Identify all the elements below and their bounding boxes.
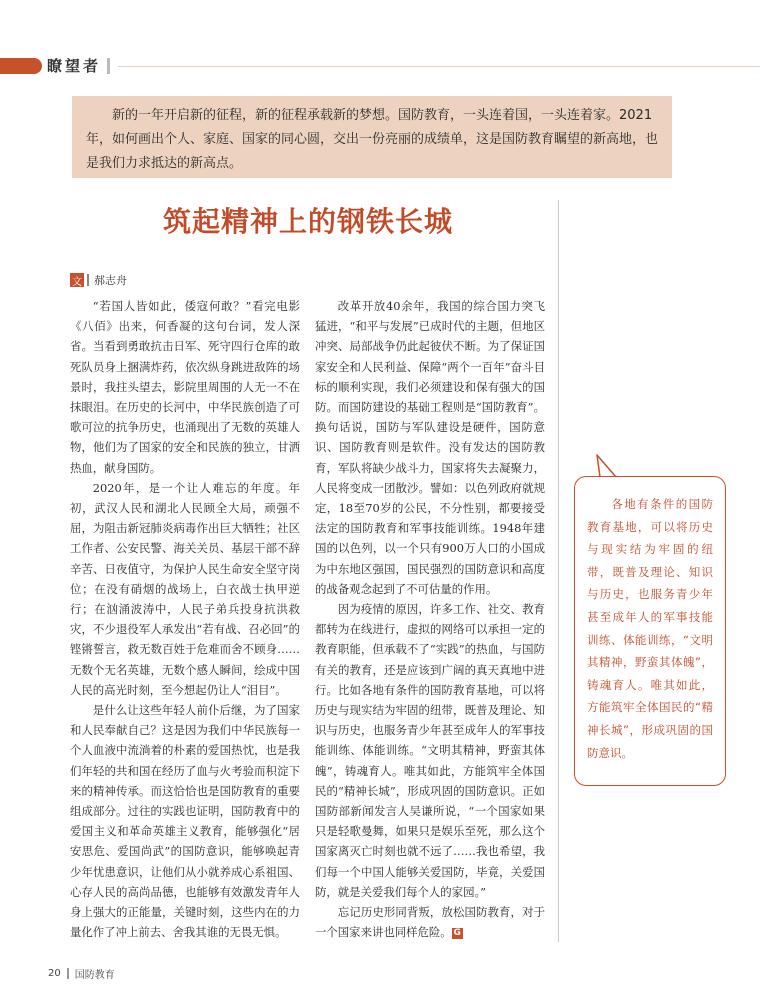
body-paragraph: “若国人皆如此，倭寇何敢？”看完电影《八佰》出来，何香凝的这句台词，发人深省。当看到勇敢抗击日军、死守四行仓库的敢死队员身上捆满炸药，依次纵身跳进敌阵的场景时，我拄头望去，影院里周围的人无一不在抹眼泪。在历史的长河中，中华民族创造了可歌可泣的抗争历史，也涌现出了无数的英雄人物，他们为了国家的安全和民族的独立，甘洒热血，献身国防。 [70,299,300,475]
byline-mark: 文 [70,273,84,287]
page-footer [48,966,115,981]
page-number: 20 [48,968,61,979]
callout-text: 各地有条件的国防教育基地，可以将历史与现实结为牢固的纽带，既普及理论、知识与历史，也服务青少年甚至成年人的军事技能训练、体能训练，“文明其精神，野蛮其体魄”，铸魂育人。唯其如此，方能筑牢全体国民的“精神长城”，形成巩固的国防意识。 [587,497,713,760]
callout-tail-icon [596,454,620,478]
end-mark-icon: G [453,927,461,938]
body-column-left [70,296,300,943]
body-paragraph: 2020年，是一个让人难忘的年度。年初，武汉人民和湖北人民顾全大局，顽强不屈，为阻击新冠肺炎病毒作出巨大牺牲；社区工作者、公安民警、海关关员、基层干部不辞辛苦、日夜值守，为保护人民生命安全坚守岗位；在没有硝烟的战场上，白衣战士执甲逆行；在汹涌波涛中，人民子弟兵投身抗洪救灾，不少退役军人承发出“若有战、召必回”的铿锵誓言，救无数百姓于危难而舍不顾身……无数个无名英雄，无数个感人瞬间，绘成中国人民的高光时刻，至今想起仍让人“泪目”。 [70,480,300,697]
column-name-divider [107,58,110,74]
footer-divider [67,968,69,979]
intro-text: 新的一年开启新的征程，新的征程承载新的梦想。国防教育，一头连着国，一头连着家。2021年，如何画出个人、家庭、国家的同心圆，交出一份亮丽的成绩单，这是国防教育瞩望的新高地，也是我们力求抵达的新高点。 [86,108,659,171]
publication-name: 国防教育 [74,970,115,981]
body-column-right [315,296,545,943]
body-paragraph: 是什么让这些年轻人前仆后继，为了国家和人民奉献自己？这是因为我们中华民族每一个人血液中流淌着的朴素的爱国热忱，也是我们年轻的共和国在经历了血与火考验而积淀下来的精神传承。而这恰恰也是国防教育的重要组成部分。过往的实践也证明，国防教育中的爱国主义和革命英雄主义教育，能够强化“居安思危、爱国尚武”的国防意识，能够唤起青少年忧患意识，让他们从小就养成心系祖国、心存人民的高尚品德，也能够有效激发青年人身上强大的正能量，关键时刻，这些内在的力量化作了冲上前去、舍我其谁的无畏无惧。 [70,703,300,940]
author-name: 郝志舟 [94,274,127,287]
byline-divider [87,274,89,286]
body-paragraph: 因为疫情的原因，许多工作、社交、教育都转为在线进行，虚拟的网络可以承担一定的教育职能，但承载不了“实践”的热血，与国防有关的教育，还是应该到广阔的真天真地中进行。比如各地有条件的国防教育基地，可以将历史与现实结为牢固的纽带，既普及理论、知识与历史，也服务青少年甚至成年人的军事技能训练、体能训练。“文明其精神，野蛮其体魄”，铸魂育人。唯其如此，方能筑牢全体国民的“精神长城”，形成巩固的国防意识。正如国防部新闻发言人吴谦所说，“一个国家如果只是轻歌曼舞，如果只是娱乐至死，那么这个国家离灭亡时刻也就不远了……我也希望，我们每一个中国人能够关爱国防，毕竟，关爱国防，就是关爱我们每个人的家园。” [315,602,545,899]
body-paragraph: 改革开放40余年，我国的综合国力突飞猛进，“和平与发展”已成时代的主题，但地区冲突、局部战争仍此起彼伏不断。为了保证国家安全和人民利益、保障“两个一百年”奋斗目标的顺利实现，我们必须建设和保有强大的国防。而国防建设的基础工程则是“国防教育”。换句话说，国防与军队建设是硬件，国防意识、国防教育则是软件。没有发达的国防教育，军队将缺少战斗力，国家将失去凝聚力，人民将变成一团散沙。譬如：以色列政府就规定，18至70岁的公民，不分性别，都要接受法定的国防教育和军事技能训练。1948年建国的以色列，以一个只有900万人口的小国成为中东地区强国，国民强烈的国防意识和高度的战备观念起到了不可估量的作用。 [315,299,545,596]
byline [70,272,127,288]
column-divider [558,200,559,942]
column-name: 瞭望者 [47,57,102,75]
section-tab-bar [0,58,42,74]
intro-box [72,96,672,178]
header-rule [118,66,760,67]
body-paragraph-final [315,902,545,942]
article-title: 筑起精神上的钢铁长城 [162,205,453,238]
pull-quote-callout [574,476,726,786]
final-sentence: 忘记历史形同背叛，放松国防教育，对于一个国家来讲也同样危险。 [315,905,545,940]
